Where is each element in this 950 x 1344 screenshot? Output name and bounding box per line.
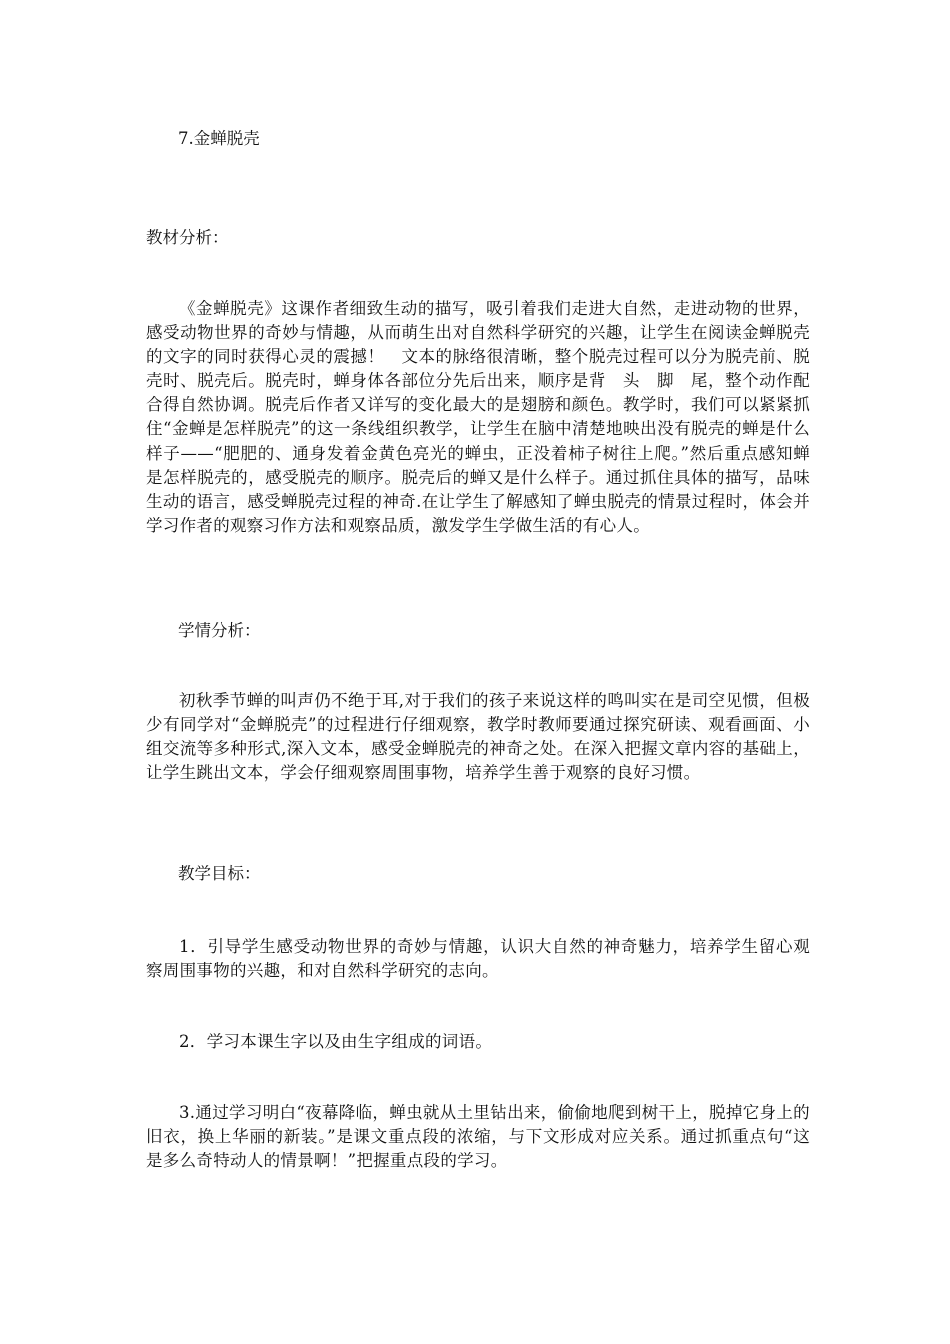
textbook-analysis-heading: 教材分析： bbox=[146, 228, 229, 247]
teaching-goal-item: 1．引导学生感受动物世界的奇妙与情趣，认识大自然的神奇魅力，培养学生留心观察周围事物的兴趣，和对自然科学研究的志向。 bbox=[146, 937, 810, 981]
teaching-goal-item: 2．学习本课生字以及由生字组成的词语。 bbox=[179, 1032, 493, 1051]
student-analysis-paragraph: 初秋季节蝉的叫声仍不绝于耳,对于我们的孩子来说这样的鸣叫实在是司空见惯，但极少有同学对“金蝉脱壳”的过程进行仔细观察，教学时教师要通过探究研读、观看画面、小组交流等多种形式,深入文本，感受金蝉脱壳的神奇之处。在深入把握文章内容的基础上，让学生跳出文本，学会仔细观察周围事物，培养学生善于观察的良好习惯。 bbox=[146, 691, 810, 783]
lesson-title: 7.金蝉脱壳 bbox=[178, 129, 260, 148]
student-analysis-heading: 学情分析： bbox=[178, 621, 261, 640]
teaching-goals-heading: 教学目标： bbox=[178, 864, 261, 883]
textbook-analysis-paragraph: 《金蝉脱壳》这课作者细致生动的描写，吸引着我们走进大自然，走进动物的世界，感受动物世界的奇妙与情趣，从而萌生出对自然科学研究的兴趣，让学生在阅读金蝉脱壳的文字的同时获得心灵的震撼！ 文本的脉络很清晰，整个脱壳过程可以分为脱壳前、脱壳时、脱壳后。脱壳时，蝉身体各部位分先后出来，顺序是背 头 脚 尾，整个动作配合得自然协调。脱壳后作者又详写的变化最大的是翅膀和颜色。教学时，我们可以紧紧抓住“金蝉是怎样脱壳”的这一条线组织教学，让学生在脑中清楚地映出没有脱壳的蝉是什么样子——“肥肥的、通身发着金黄色亮光的蝉虫，正没着柿子树往上爬。”然后重点感知蝉是怎样脱壳的，感受脱壳的顺序。脱壳后的蝉又是什么样子。通过抓住具体的描写，品味生动的语言，感受蝉脱壳过程的神奇.在让学生了解感知了蝉虫脱壳的情景过程时，体会并学习作者的观察习作方法和观察品质，激发学生学做生活的有心人。 bbox=[146, 299, 810, 535]
teaching-goal-item: 3.通过学习明白“夜幕降临，蝉虫就从土里钻出来，偷偷地爬到树干上，脱掉它身上的旧衣，换上华丽的新装。”是课文重点段的浓缩，与下文形成对应关系。通过抓重点句“这是多么奇特动人的情景啊！”把握重点段的学习。 bbox=[146, 1103, 810, 1171]
